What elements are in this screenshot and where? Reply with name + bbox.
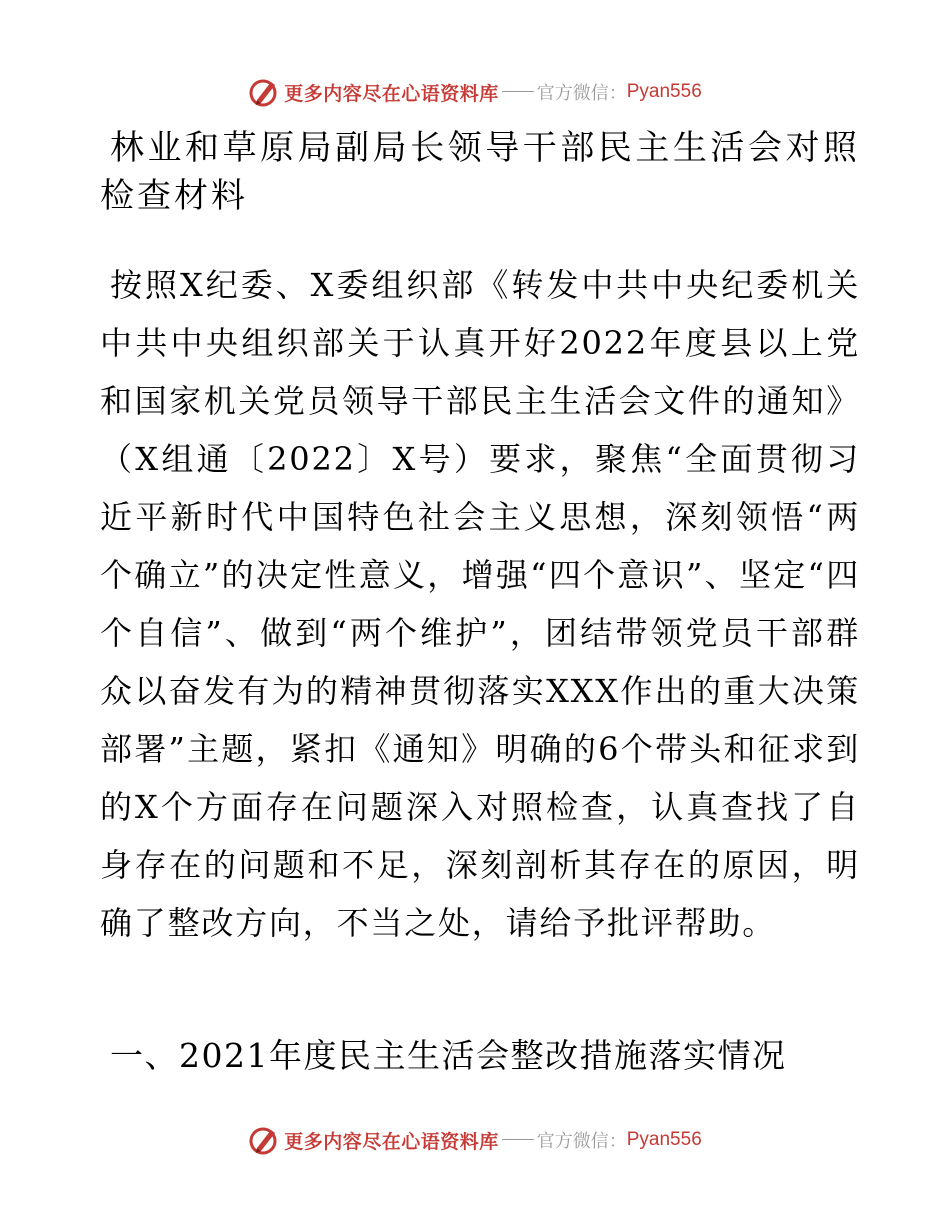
watermark-separator — [502, 91, 534, 92]
pen-logo-icon — [248, 1124, 280, 1156]
watermark-wechat-id: Pyan556 — [626, 81, 702, 102]
footer-watermark — [0, 1120, 950, 1160]
watermark-text: 更多内容尽在心语资料库 — [284, 1130, 499, 1153]
watermark-separator — [502, 1139, 534, 1140]
section-heading: 一、2021年度民主生活会整改措施落实情况 — [110, 1036, 787, 1075]
header-watermark — [0, 72, 950, 112]
watermark-wechat-id: Pyan556 — [626, 1129, 702, 1150]
pen-logo-icon — [248, 76, 280, 108]
intro-paragraph: 按照X纪委、X委组织部《转发中共中央纪委机关中共中央组织部关于认真开好2022年度县以上党和国家机关党员领导干部民主生活会文件的通知》（X组通〔2022〕X号）要求，聚焦“全面贯彻习近平新时代中国特色社会主义思想，深刻领悟“两个确立”的决定性意义，增强“四个意识”、坚定“四个自信”、做到“两个维护”，团结带领党员干部群众以奋发有为的精神贯彻落实XXX作出的重大决策部署”主题，紧扣《通知》明确的6个带头和征求到的X个方面存在问题深入对照检查，认真查找了自身存在的问题和不足，深刻剖析其存在的原因，明确了整改方向，不当之处，请给予批评帮助。 — [100, 266, 860, 942]
document-title: 林业和草原局副局长领导干部民主生活会对照检查材料 — [100, 128, 860, 216]
watermark-wechat-label: 官方微信： — [536, 83, 627, 104]
watermark-text: 更多内容尽在心语资料库 — [284, 82, 499, 105]
watermark-wechat-label: 官方微信： — [536, 1131, 627, 1152]
